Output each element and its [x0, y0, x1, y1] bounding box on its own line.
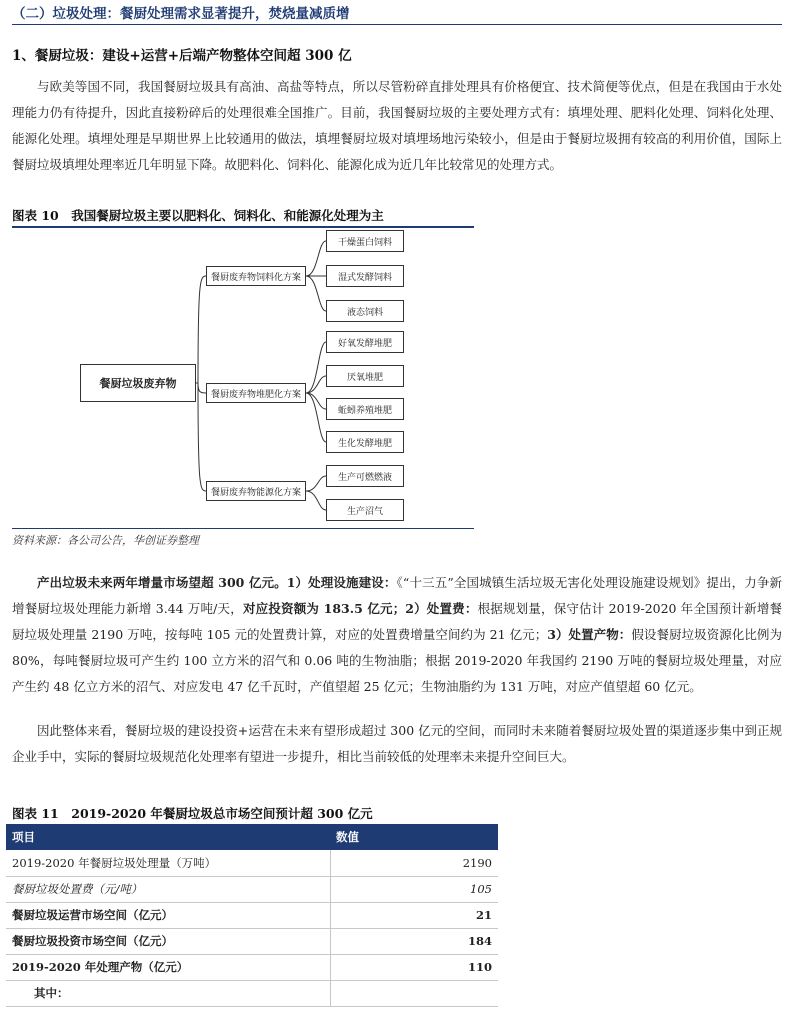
table-cell-value [330, 980, 498, 1006]
table-header-value: 数值 [330, 824, 498, 850]
diagram-leaf: 湿式发酵饲料 [326, 265, 404, 287]
market-text-2: 根据规划量，保守估计 2019-2020 年全国预计新增餐厨垃圾处理量 2190 万吨，按每吨 105 元的处置费计算，对应的处置费增量空间约为 21 亿元； [12, 601, 783, 642]
table-cell-item: 2019-2020 年餐厨垃圾处理量（万吨） [6, 850, 330, 876]
diagram-leaf: 液态饲料 [326, 300, 404, 322]
market-headline: 产出垃圾未来两年增量市场望超 300 亿元。1）处理设施建设： [37, 575, 397, 590]
table-cell-item: 餐厨垃圾处置费（元/吨） [6, 876, 330, 902]
table-row [6, 876, 498, 902]
market-investment: 对应投资额为 183.5 亿元；2）处置费： [242, 601, 478, 616]
diagram-branch-compost: 餐厨废弃物堆肥化方案 [206, 383, 306, 403]
figure-10-source: 资料来源：各公司公告，华创证券整理 [12, 534, 199, 547]
table-cell-item: 餐厨垃圾运营市场空间（亿元） [6, 902, 330, 928]
table-cell-value: 110 [330, 954, 498, 980]
market-products: 3）处置产物： [547, 627, 632, 642]
figure-10-title: 图表 10 我国餐厨垃圾主要以肥料化、饲料化、和能源化处理为主 [12, 208, 384, 223]
table-cell-value: 184 [330, 928, 498, 954]
table-row [6, 980, 498, 1006]
table-cell-item: 2019-2020 年处理产物（亿元） [6, 954, 330, 980]
market-space-table [6, 824, 498, 1007]
table-header-item: 项目 [6, 824, 330, 850]
table-row [6, 928, 498, 954]
diagram-leaf: 生化发酵堆肥 [326, 431, 404, 453]
figure-11-title: 图表 11 2019-2020 年餐厨垃圾总市场空间预计超 300 亿元 [12, 806, 373, 821]
market-text-3: 假设餐厨垃圾资源化比例为 80%，每吨餐厨垃圾可产生约 100 立方米的沼气和 0.06 吨的生物油脂；根据 2019-2020 年我国约 2190 万吨的餐厨垃圾处理量，对应产生约 48 亿立方米的沼气、对应发电 47 亿千瓦时，产值望超 25 亿元；生物油脂约为 131 万吨，对应产值望超 60 亿元。 [12, 627, 782, 694]
diagram-leaf: 好氧发酵堆肥 [326, 331, 404, 353]
table-cell-item: 餐厨垃圾投资市场空间（亿元） [6, 928, 330, 954]
diagram-leaf: 生产沼气 [326, 499, 404, 521]
table-header-row [6, 824, 498, 850]
sub-heading: 1、餐厨垃圾：建设+运营+后端产物整体空间超 300 亿 [12, 48, 352, 64]
diagram-leaf: 干燥蛋白饲料 [326, 230, 404, 252]
diagram-leaf: 厌氧堆肥 [326, 365, 404, 387]
table-cell-item: 其中： [6, 980, 330, 1006]
table-row [6, 902, 498, 928]
paragraph-conclusion: 因此整体来看，餐厨垃圾的建设投资+运营在未来有望形成超过 300 亿元的空间，而同时未来随着餐厨垃圾处置的渠道逐步集中到正规企业手中，实际的餐厨垃圾规范化处理率有望进一步提升，相比当前较低的处理率未来提升空间巨大。 [12, 723, 782, 764]
table-cell-value: 2190 [330, 850, 498, 876]
section-heading: （二）垃圾处理：餐厨处理需求显著提升，焚烧量减质增 [12, 6, 350, 22]
diagram-branch-energy: 餐厨废弃物能源化方案 [206, 481, 306, 501]
table-row [6, 954, 498, 980]
diagram-branch-feed: 餐厨废弃物饲料化方案 [206, 266, 306, 286]
table-cell-value: 105 [330, 876, 498, 902]
figure-10-bottom-rule [12, 528, 474, 529]
paragraph-intro: 与欧美等国不同，我国餐厨垃圾具有高油、高盐等特点，所以尽管粉碎直排处理具有价格便宜、技术简便等优点，但是在我国由于水处理能力仍有待提升，因此直接粉碎后的处理很难全国推广。目前，我国餐厨垃圾的主要处理方式有：填埋处理、肥料化处理、饲料化处理、能源化处理。填埋处理是早期世界上比较通用的做法，填埋餐厨垃圾对填埋场地污染较小，但是由于餐厨垃圾拥有较高的利用价值，国际上餐厨垃圾填埋处理率近几年明显下降。故肥料化、饲料化、能源化成为近几年比较常见的处理方式。 [12, 79, 782, 172]
table-row [6, 850, 498, 876]
market-text-1: 《“十三五”全国城镇生活垃圾无害化处理设施建设规划》提出，力争新增餐厨垃圾处理能力新增 3.44 万吨/天， [12, 575, 782, 616]
diagram-root-node: 餐厨垃圾废弃物 [80, 364, 196, 402]
diagram-leaf: 生产可燃燃液 [326, 465, 404, 487]
table-cell-value: 21 [330, 902, 498, 928]
diagram-leaf: 蚯蚓养殖堆肥 [326, 398, 404, 420]
paragraph-market [12, 570, 782, 700]
